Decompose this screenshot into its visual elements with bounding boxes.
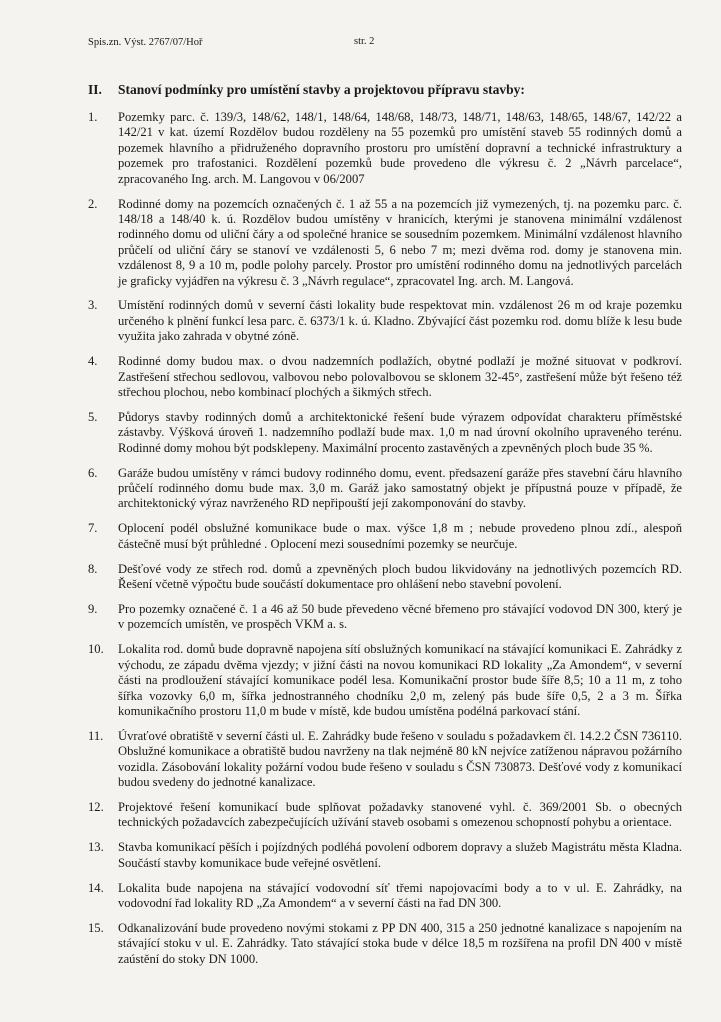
condition-text: Pro pozemky označené č. 1 a 46 až 50 bude převedeno věcné břemeno pro stávající vodovod DN 300, který je v pozemcích umístěn, ve prospěch VKM a. s.: [118, 601, 682, 632]
condition-text: Lokalita bude napojena na stávající vodovodní síť třemi napojovacími body a to v ul. E. Zahrádky, na vodovodní řad lokality RD „Za Amondem“ a v severní části na řad DN 300.: [118, 880, 682, 910]
condition-text: Projektové řešení komunikací bude splňovat požadavky stanovené vyhl. č. 369/2001 Sb. o obecných technických požadavcích zabezpečujících užívání staveb osobami s omezenou schopností pohybu a orientace.: [118, 799, 682, 830]
condition-number: 8.: [88, 561, 98, 576]
condition-number: 9.: [88, 601, 98, 616]
condition-item: [88, 881, 682, 912]
condition-item: [88, 642, 682, 719]
condition-text: Garáže budou umístěny v rámci budovy rodinného domu, event. předsazení garáže přes stavební čáru hlavního průčelí rodinného domu bude max. 3,0 m. Garáž jako samostatný objekt je přípustná pouze v případě, že architektonický výraz navrženého RD nepřipouští její zakomponování do stavby.: [118, 465, 682, 511]
condition-number: 2.: [88, 196, 98, 211]
condition-item: [88, 602, 682, 633]
conditions-list: [88, 110, 682, 977]
condition-number: 14.: [88, 880, 104, 895]
condition-item: [88, 466, 682, 512]
section-title: Stanoví podmínky pro umístění stavby a projektovou přípravu stavby:: [118, 82, 525, 97]
condition-text: Pozemky parc. č. 139/3, 148/62, 148/1, 148/64, 148/68, 148/73, 148/71, 148/63, 148/65, 148/67, 142/22 a 142/21 v kat. území Rozdělov budou rozděleny na 55 pozemků pro umístění staveb 55 rodinných domů a pozemek hlavního a přidruženého dopravního prostoru pro umístění dopravní a technické infrastruktury a pozemek pro trafostanici. Rozdělení pozemků bude provedeno dle výkresu č. 2 „Návrh parcelace“, zpracovaného Ing. arch. M. Langovou v 06/2007: [118, 110, 682, 186]
condition-number: 5.: [88, 409, 98, 424]
condition-number: 12.: [88, 799, 104, 814]
condition-number: 15.: [88, 920, 104, 935]
condition-text: Odkanalizování bude provedeno novými stokami z PP DN 400, 315 a 250 jednotné kanalizace s napojením na stávající stoku v ul. E. Zahrádky. Tato stávající stoka bude v délce 18,5 m rozšířena na profil DN 400 v místě zaústění do stoky DN 1000.: [118, 920, 682, 966]
condition-item: [88, 840, 682, 871]
condition-number: 4.: [88, 354, 98, 369]
condition-item: [88, 800, 682, 831]
page-number: str. 2: [354, 36, 375, 47]
condition-number: 3.: [88, 298, 98, 313]
condition-number: 1.: [88, 110, 98, 124]
file-reference: Spis.zn. Výst. 2767/07/Hoř: [88, 37, 203, 48]
condition-text: Rodinné domy na pozemcích označených č. 1 až 55 a na pozemcích již vymezených, tj. na pozemku parc. č. 148/18 a 148/40 k. ú. Rozdělov budou umístěny v hranicích, kterými je stanovena minimální vzdálenost rodinného domu od uliční čáry a od společné hranice se sousedním pozemkem. Minimální vzdálenost hlavního průčelí od uliční čáry se stanoví ve vzdálenosti 5, 6 nebo 7 m; mezi dvěma rod. domy je stanovena min. vzdálenost 8, 9 a 10 m, podle polohy parcely. Prostor pro umístění rodinného domu na jednotlivých parcelách je graficky vyjádřen na výkresu č. 3 „Návrh regulace“, zpracovatel Ing. arch. M. Langová.: [118, 196, 682, 288]
condition-item: [88, 110, 682, 187]
condition-text: Lokalita rod. domů bude dopravně napojena sítí obslužných komunikací na stávající komunikaci E. Zahrádky z východu, ze západu dvěma vjezdy; v jižní části na novou komunikaci RD lokality „Za Amondem“, v severní části na prodloužení stávající komunikace podél lesa. Komunikační prostor bude šíře 8,5; 10 a 11 m, z toho šířka vozovky 6,0 m, šířka jednostranného chodníku 2,0 m, zelený pás bude šíře 0,5, 2 a 3 m. Šířka komunikačního prostoru 11,0 m bude v místě, kde budou umístěna podélná parkovací stání.: [118, 642, 682, 718]
section-number: II.: [88, 82, 102, 97]
condition-number: 13.: [88, 840, 104, 855]
condition-number: 7.: [88, 521, 98, 536]
condition-number: 10.: [88, 642, 104, 657]
condition-text: Rodinné domy budou max. o dvou nadzemních podlažích, obytné podlaží je možné situovat v podkroví. Zastřešení střechou sedlovou, valbovou nebo polovalbovou se sklonem 32-45°, zastřešení může být řešeno též střechou plochou, nebo kombinací plochých a šikmých střech.: [118, 354, 682, 399]
condition-item: [88, 197, 682, 289]
condition-text: Stavba komunikací pěších i pojízdných podléhá povolení odborem dopravy a služeb Magistrátu města Kladna. Součástí stavby komunikace bude veřejné osvětlení.: [118, 840, 682, 870]
condition-text: Umístění rodinných domů v severní části lokality bude respektovat min. vzdálenost 26 m od kraje pozemku určeného k plnění funkcí lesa parc. č. 6373/1 k. ú. Kladno. Zbývající část pozemku rod. domu blíže k lesu bude využita jako zahrada v obytné zóně.: [118, 298, 682, 344]
condition-item: [88, 521, 682, 552]
condition-number: 6.: [88, 465, 98, 480]
condition-item: [88, 729, 682, 791]
section-heading: [88, 82, 680, 98]
condition-number: 11.: [88, 728, 104, 743]
condition-text: Dešťové vody ze střech rod. domů a zpevněných ploch budou likvidovány na jednotlivých pozemcích RD. Řešení včetně výpočtu bude součástí dokumentace pro ohlášení nebo stavební povolení.: [118, 561, 682, 592]
condition-text: Úvraťové obratiště v severní části ul. E. Zahrádky bude řešeno v souladu s požadavkem čl. 14.2.2 ČSN 736110. Obslužné komunikace a obratiště budou navrženy na tlak nejméně 80 kN nejvíce zatíženou nápravou požárního vozidla. Zásobování lokality požární vodou bude řešeno v souladu s ČSN 730873. Dešťové vody z komunikací budou svedeny do jednotné kanalizace.: [118, 728, 682, 790]
condition-item: [88, 410, 682, 456]
condition-text: Půdorys stavby rodinných domů a architektonické řešení bude výrazem odpovídat charakteru příměstské zástavby. Výšková úroveň 1. nadzemního podlaží bude max. 1,0 m nad úrovní okolního upraveného terénu. Rodinné domy mohou být podsklepeny. Maximální procento zastavěných a zpevněných ploch bude 35 %.: [118, 409, 682, 455]
condition-item: [88, 298, 682, 344]
condition-item: [88, 354, 682, 400]
condition-item: [88, 562, 682, 593]
condition-text: Oplocení podél obslužné komunikace bude o max. výšce 1,8 m ; nebude provedeno plnou zdí., alespoň částečně musí být průhledné . Oplocení mezi sousedními pozemky se neurčuje.: [118, 521, 682, 551]
condition-item: [88, 921, 682, 967]
